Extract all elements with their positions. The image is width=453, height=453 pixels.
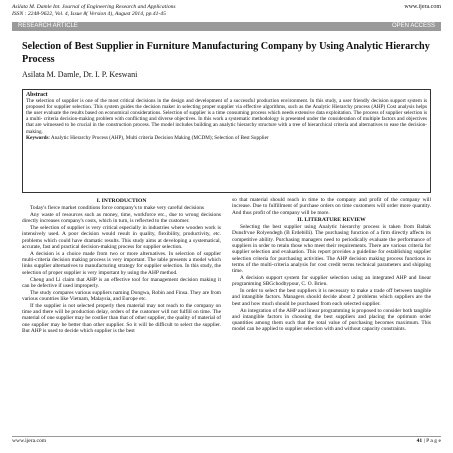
body-paragraph: Selecting the best supplier using Analytic hierarchy process is taken from Baltak Dunsfrvue Rolyendegh (B Erdebilli). The purchasing function of a firm directly affects its competitive ability. Purchasing managers need to periodically evaluate the performance of suppliers in order to retain those who meet their requirements. There are various criteria for supplier selection and evaluation. This report provides a guideline for establishing supplier selection criteria for purchasing activities. The AHP decision making process functions in terms of the multi-criteria analysis for cost credit terms technical parameters and shipping time. [232, 224, 431, 275]
body-paragraph: The study compares various suppliers naming Dongwa, Robin and Finsa. They are from various countries like Vietnam, Malaysia, and Europe etc. [22, 289, 221, 302]
page-number-value: 41 [416, 438, 423, 444]
body-paragraph: Cheng and Li claim that AHP is an effective tool for management decision making it can be defective if used improperly. [22, 276, 221, 289]
page-footer [12, 436, 441, 445]
body-paragraph: Today's fierce market conditions force company's to make very careful decisions [30, 205, 204, 212]
keywords-line [26, 135, 427, 141]
abstract-text: The selection of supplier is one of the most critical decisions in the design and development of a successful production environment. In this study, a user friendly decision support system is proposed for supplier selection. This system guides the decision maker in selecting proper supplier via effective algorithms, such as the Analytic Hierarchy process (AHP) Cost analysis helps the user evaluate the results based on economical considerations. Selection of supplier is a time consuming process which needs extensive data exploitation. The process of supplier selection is a multi- criteria decision-making problem with conflicting and diverse objectives. In this work a systematic methodology is presented under the consideration of multiple factors and objectives that are witnessed to be crucial in the construction process. The model includes building an analytic hierarchy structure with a tree of hierarchical criteria and alternatives to ease the decision-making. [26, 98, 427, 135]
article-type-bar [12, 22, 441, 31]
article-type-label: RESEARCH ARTICLE [18, 23, 78, 29]
paper-authors: Asilata M. Damle, Dr. I. P. Keswani [22, 70, 138, 79]
body-paragraph: so that material should reach in time to the company and profit of the company will increase. Due to fulfillment of purchase orders on time customers will order more quantity. And thus profit of the company will be more. [232, 197, 431, 216]
journal-header [12, 4, 441, 18]
body-paragraph: A decision support system for supplier selection using an integrated AHP and linear programming SBGchodbypour, C. O. Brien. [232, 275, 431, 288]
left-column [22, 197, 221, 335]
page-number [417, 437, 441, 446]
body-paragraph: In order to select the best suppliers it is necessary to make a trade off between tangible and intangible factors. Managers should decide about 2 problems which suppliers are the best and how much should be purchased from each selected supplier. [232, 288, 431, 307]
citation-line-2: ISSN : 2248-9622, Vol. 4, Issue 8( Version 4), August 2014, pp.41-45 [12, 11, 166, 17]
keywords-label: Keywords [26, 134, 49, 141]
keywords-text: : Analytic Hierarchy Process (AHP), Multi criteria Decision Making (MCDM); Selection of Best Supplier [48, 134, 269, 141]
body-paragraph: The selection of supplier is very critical especially in industries where wooden work is intensively used. A poor decision would result in quality, flexibility, productivity, etc. problems which could have dramatic results. This study aims at developing a systematical, accurate, fast and practical decision-making process for supplier selection. [22, 225, 221, 251]
body-paragraph: Any waste of resources such as money, time, workforce etc., due to wrong decisions directly increases company's costs, which in turn, is reflected to the customer. [22, 212, 221, 225]
section-heading-introduction: I. INTRODUCTION [96, 198, 147, 204]
abstract-heading: Abstract [26, 92, 48, 98]
journal-site-link[interactable]: www.ijera.com [404, 4, 441, 10]
paper-title: Selection of Best Supplier in Furniture Manufacturing Company by Using Analytic Hierarchy Process [22, 41, 430, 65]
section-heading-literature-review: II. LITERATURE REVIEW [297, 216, 366, 223]
abstract-box [22, 89, 431, 193]
citation-line-1: Asilata M. Damle Int. Journal of Engineering Research and Applications [12, 4, 176, 10]
body-paragraph: If the supplier is not selected properly then material may not reach to the company on time and there will be production delay, orders of the customer will not fulfill on time. The material of one supplier may be costlier than that of other supplier, the quality of material of one supplier may be better than other supplier. So it will be difficult to select the supplier. But AHP is used to decide which supplier is the best [22, 302, 221, 334]
footer-site-link[interactable]: www.ijera.com [12, 438, 47, 444]
body-paragraph: An integration of the AHP and linear programming is proposed to consider both tangible and intangible factors in choosing the best suppliers and placing the optimum order quantities among them such that the total value of purchasing becomes maximum. This model can be applied to supplier selection with and without capacity constraints. [232, 307, 431, 333]
right-column [232, 197, 431, 333]
open-access-label: OPEN ACCESS [391, 23, 435, 29]
page-label: | P a g e [423, 438, 441, 444]
body-paragraph: A decision is a choice made from two or more alternatives. In selection of supplier multi-criteria decision making process is very important. The table presents a model which links supplier alternatives to manufacturing strategy for supplier selection. In this study, the selection of proper supplier is very important by using the AHP method. [22, 250, 221, 276]
